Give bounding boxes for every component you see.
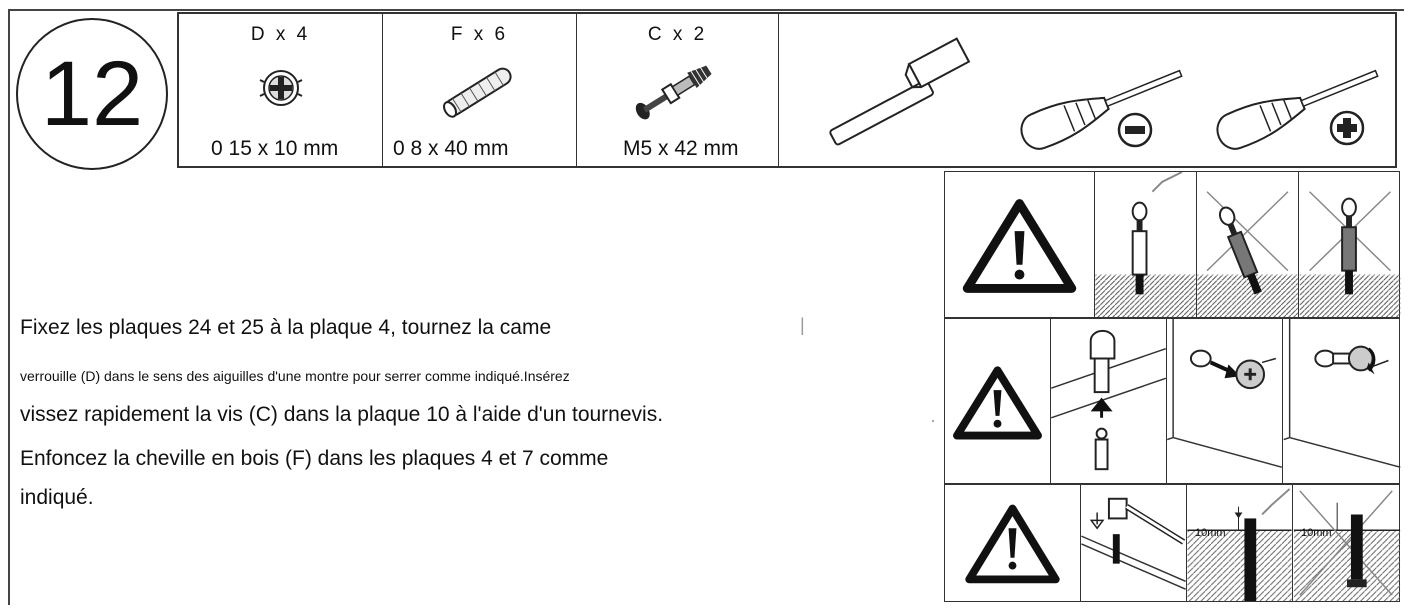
bolt-wrong-cell bbox=[1197, 172, 1299, 317]
parts-strip bbox=[177, 12, 1397, 168]
warning-icon bbox=[945, 319, 1050, 483]
hammer-icon bbox=[809, 32, 989, 152]
bolt-insert-cell bbox=[1051, 319, 1167, 483]
warning-cell bbox=[945, 319, 1051, 483]
instruction-line: verrouille (D) dans le sens des aiguilles d'une montre pour serrer comme indiqué.Insérez bbox=[20, 368, 570, 384]
part-spec: 0 8 x 40 mm bbox=[393, 137, 509, 160]
dowel-depth-wrong-cell bbox=[1293, 485, 1401, 601]
wood-dowel-icon bbox=[433, 62, 523, 122]
part-spec: 0 15 x 10 mm bbox=[211, 137, 339, 160]
part-d-cell bbox=[179, 14, 383, 166]
bolt-correct-cell bbox=[1095, 172, 1197, 317]
bolt-upright-icon bbox=[1095, 172, 1196, 317]
warning-cell bbox=[945, 485, 1081, 601]
part-spec: M5 x 42 mm bbox=[623, 137, 739, 160]
cam-lock-icon bbox=[257, 64, 305, 112]
instruction-line: vissez rapidement la vis (C) dans la plaque 10 à l'aide d'un tournevis. bbox=[20, 403, 664, 426]
part-c-cell bbox=[577, 14, 779, 166]
warning-icon bbox=[945, 485, 1080, 601]
part-qty: F x 6 bbox=[450, 24, 509, 45]
cam-rotate-icon bbox=[1283, 319, 1401, 483]
step-number: 12 bbox=[16, 18, 168, 170]
warning-panel-bolt bbox=[944, 171, 1400, 318]
dowel-depth-wrong-icon bbox=[1293, 485, 1401, 601]
bolt-insert-icon bbox=[1051, 319, 1166, 483]
flathead-screwdriver-icon bbox=[1003, 36, 1193, 156]
depth-label: 10mm bbox=[1301, 527, 1332, 539]
bolt-loose-wrong-icon bbox=[1299, 172, 1401, 317]
dowel-depth-correct-cell bbox=[1187, 485, 1293, 601]
warning-icon bbox=[945, 172, 1094, 317]
part-qty: D x 4 bbox=[250, 24, 311, 45]
part-f-cell bbox=[383, 14, 577, 166]
scan-mark: | bbox=[800, 315, 805, 335]
warning-panel-cam bbox=[944, 318, 1400, 484]
instruction-line: indiqué. bbox=[20, 486, 94, 509]
bolt-wrong-cell bbox=[1299, 172, 1401, 317]
cam-rotate-cell bbox=[1283, 319, 1401, 483]
bolt-tilted-wrong-icon bbox=[1197, 172, 1298, 317]
hammer-dowel-icon bbox=[1081, 485, 1186, 601]
dowel-depth-correct-icon bbox=[1187, 485, 1292, 601]
instruction-line: Fixez les plaques 24 et 25 à la plaque 4, tournez la came bbox=[20, 316, 552, 339]
scan-mark: · bbox=[930, 410, 936, 430]
depth-label: 10mm bbox=[1195, 527, 1226, 539]
cam-bolt-icon bbox=[625, 56, 725, 126]
tools-cell bbox=[779, 14, 1395, 166]
phillips-screwdriver-icon bbox=[1199, 36, 1389, 156]
warning-cell bbox=[945, 172, 1095, 317]
hammer-dowel-cell bbox=[1081, 485, 1187, 601]
instruction-line: Enfoncez la cheville en bois (F) dans les plaques 4 et 7 comme bbox=[20, 447, 609, 470]
cam-insert-icon bbox=[1167, 319, 1282, 483]
warning-panel-dowel bbox=[944, 484, 1400, 602]
cam-insert-cell bbox=[1167, 319, 1283, 483]
part-qty: C x 2 bbox=[647, 24, 708, 45]
